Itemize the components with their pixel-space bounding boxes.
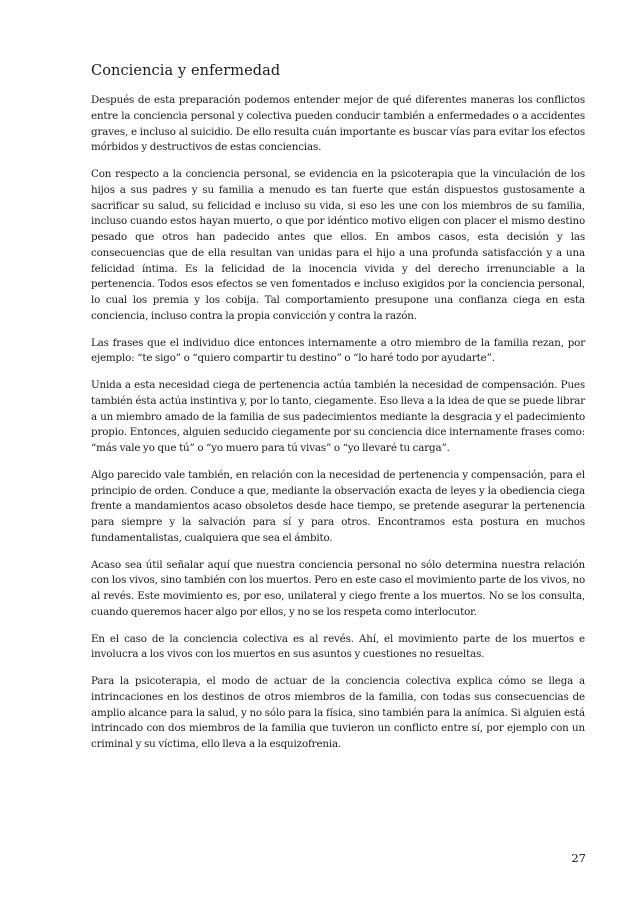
page-number: 27 [571,851,586,865]
section-title: Conciencia y enfermedad [91,63,281,79]
paragraph-6: Acaso sea útil señalar aquí que nuestra conciencia personal no sólo determina nuestra relación con los vivos, sino también con los muertos. Pero en este caso el movimiento parte de los vivos, no al revés. Este movimiento es, por eso, unilateral y ciego frente a los muertos. No se los consulta, cuando queremos hacer algo por ellos, y no se los respeta como interlocutor. [91,558,585,618]
paragraph-7: En el caso de la conciencia colectiva es al revés. Ahí, el movimiento parte de los muertos e involucra a los vivos con los muertos en sus asuntos y cuestiones no resueltas. [91,632,585,661]
paragraph-5: Algo parecido vale también, en relación con la necesidad de pertenencia y compensación, para el principio de orden. Conduce a que, mediante la observación exacta de leyes y la obediencia ciega frente a mandamientos acaso obsoletos desde hace tiempo, se pretende asegurar la pertenencia para siempre y la salvación para sí y para otros. Encontramos esta postura en muchos fundamentalistas, cualquiera que sea el ámbito. [91,468,585,544]
paragraph-4: Unida a esta necesidad ciega de pertenencia actúa también la necesidad de compensación. Pues también ésta actúa instintiva y, por lo tanto, ciegamente. Eso lleva a la idea de que se puede librar a un miembro amado de la familia de sus padecimientos mediante la desgracia y el padecimiento propio. Entonces, alguien seducido ciegamente por su conciencia dice internamente frases como: “más vale yo que tú” o “yo muero para tú vivas” o “yo llevaré tu carga”. [91,379,585,454]
paragraph-3: Las frases que el individuo dice entonces internamente a otro miembro de la familia rezan, por ejemplo: “te sigo” o “quiero compartir tu destino” o “lo haré todo por ayudarte”. [91,336,585,365]
page-body [91,62,585,764]
paragraph-8: Para la psicoterapia, el modo de actuar de la conciencia colectiva explica cómo se llega a intrincaciones en los destinos de otros miembros de la familia, con todas sus consecuencias de amplio alcance para la salud, y no sólo para la física, sino también para la anímica. Si alguien está intrincado con dos miembros de la familia que tuvieron un conflicto entre sí, por ejemplo con un criminal y su víctima, ello lleva a la esquizofrenia. [91,675,585,750]
paragraph-1: Después de esta preparación podemos entender mejor de qué diferentes maneras los conflictos entre la conciencia personal y colectiva pueden conducir también a enfermedades o a accidentes graves, e incluso al suicidio. De ello resulta cuán importante es buscar vías para evitar los efectos mórbidos y destructivos de estas conciencias. [91,94,585,154]
paragraph-2: Con respecto a la conciencia personal, se evidencia en la psicoterapia que la vinculación de los hijos a sus padres y su familia a menudo es tan fuerte que están dispuestos gustosamente a sacrificar su salud, su felicidad e incluso su vida, si eso les une con los miembros de su familia, incluso cuando estos hayan muerto, o que por idéntico motivo eligen con placer el mismo destino pesado que otros han padecido antes que ellos. En ambos casos, esta decisión y las consecuencias que de ella resultan van unidas para el hijo a una profunda satisfacción y a una felicidad íntima. Es la felicidad de la inocencia vivida y del derecho irrenunciable a la pertenencia. Todos esos efectos se ven fomentados e incluso exigidos por la conciencia personal, lo cual los premia y los cobija. Tal comportamiento presupone una confianza ciega en esta conciencia, incluso contra la propia convicción y contra la razón. [91,168,585,322]
